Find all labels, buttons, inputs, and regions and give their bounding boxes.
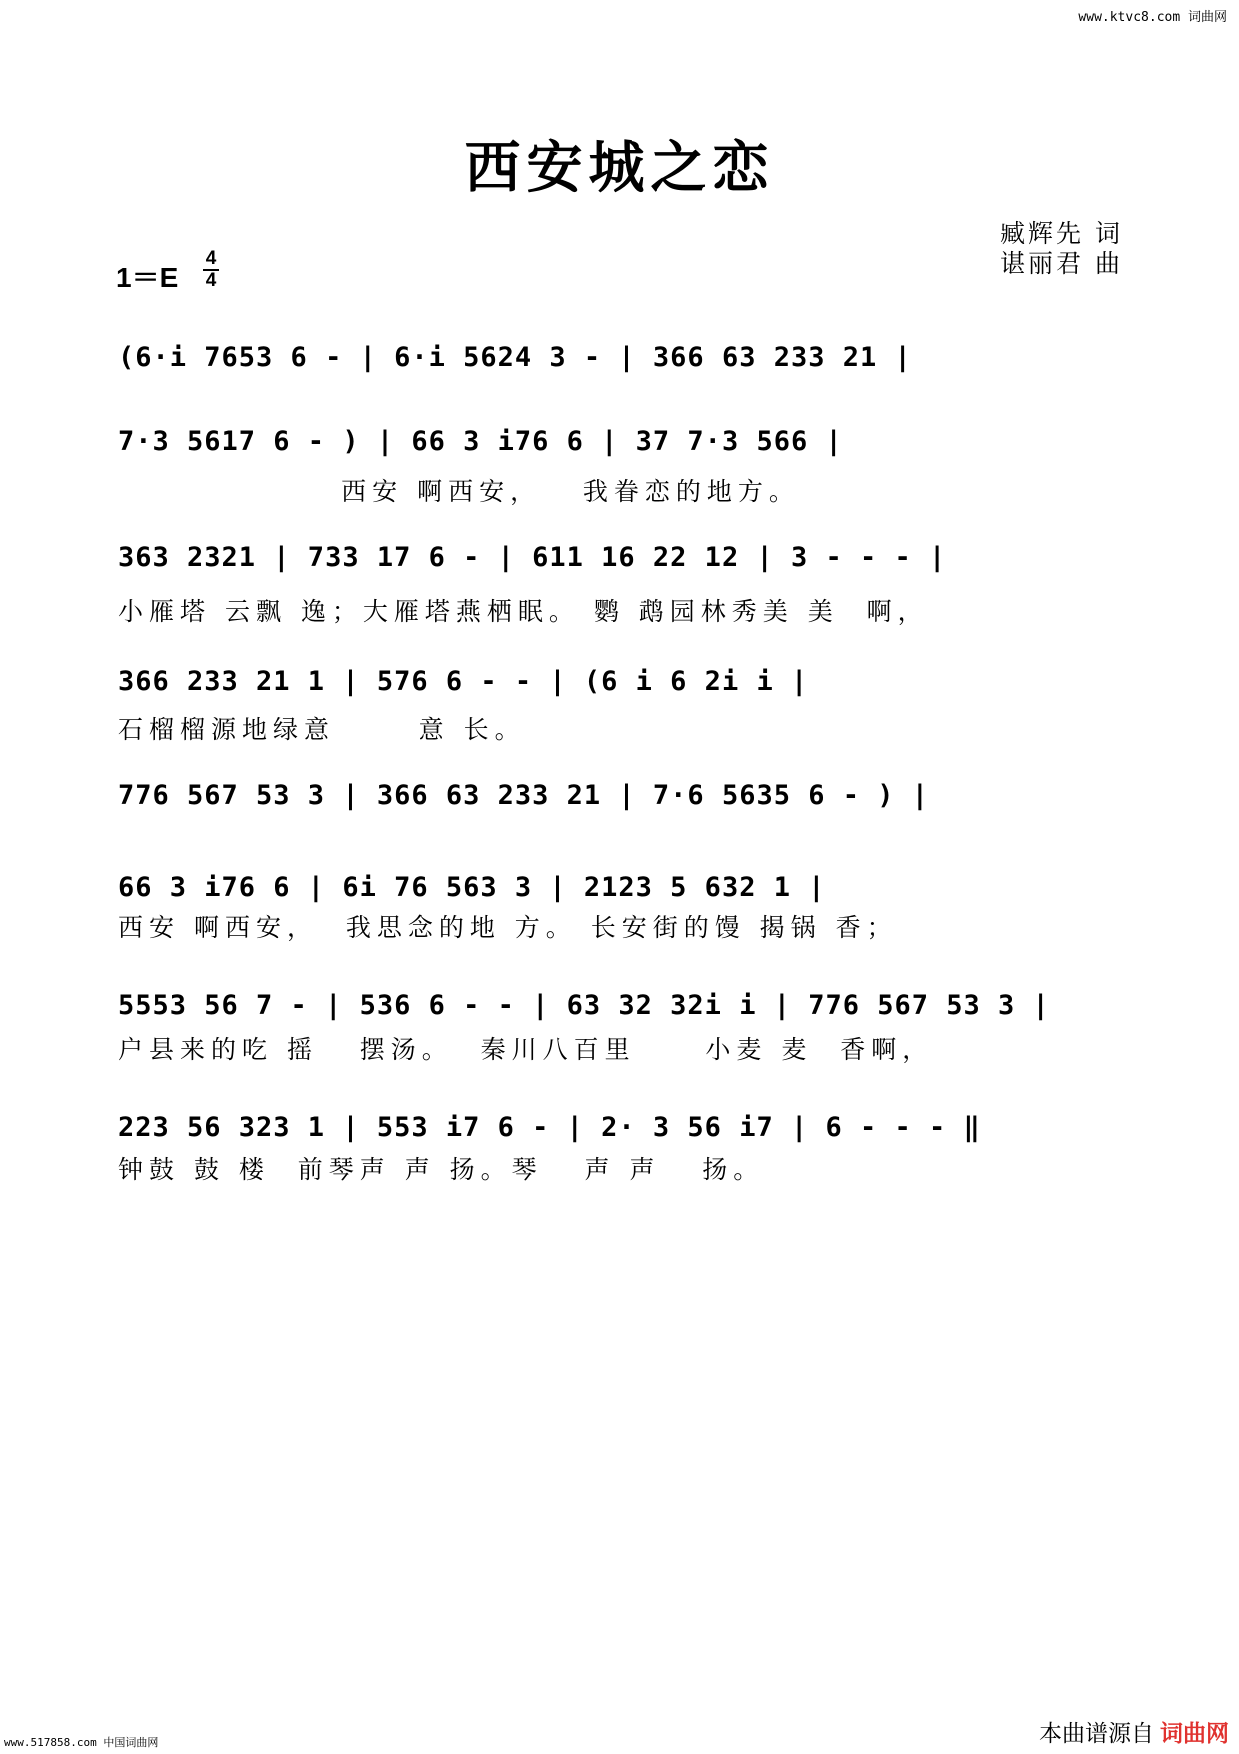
notation-line: 776 567 53 3 | 366 63 233 21 | 7·6 5635 6 - ) | bbox=[118, 780, 930, 811]
time-signature-denominator: 4 bbox=[205, 270, 217, 291]
notation-line: 366 233 21 1 | 576 6 - - | (6 i 6 2i i | bbox=[118, 666, 809, 697]
notation-line: (6·i 7653 6 - | 6·i 5624 3 - | 366 63 233 21 | bbox=[118, 342, 912, 373]
lyric-line: 西安 啊西安， 我思念的地 方。 长安街的馒 揭锅 香； bbox=[118, 913, 898, 942]
lyric-line: 西安 啊西安， 我眷恋的地方。 bbox=[118, 477, 800, 506]
notation-line: 7·3 5617 6 - ) | 66 3 i76 6 | 37 7·3 566 | bbox=[118, 426, 843, 457]
notation-line: 223 56 323 1 | 553 i7 6 - | 2· 3 56 i7 | 6 - - - ‖ bbox=[118, 1112, 981, 1143]
lyricist-credit: 臧辉先 词 bbox=[1000, 219, 1123, 248]
composer-credit: 谌丽君 曲 bbox=[1000, 249, 1123, 278]
footer-label: 本曲谱源自 bbox=[1039, 1721, 1154, 1747]
notation-line: 66 3 i76 6 | 6i 76 563 3 | 2123 5 632 1 | bbox=[118, 872, 826, 903]
lyric-line: 户县来的吃 摇 摆汤。 秦川八百里 小麦 麦 香啊， bbox=[118, 1035, 934, 1064]
lyric-line: 钟鼓 鼓 楼 前琴声 声 扬。琴 声 声 扬。 bbox=[118, 1155, 765, 1184]
lyric-line: 石榴榴源地绿意 意 长。 bbox=[118, 715, 526, 744]
key-signature: 1＝E bbox=[116, 262, 179, 293]
time-signature bbox=[203, 250, 219, 290]
time-signature-numerator: 4 bbox=[205, 248, 217, 269]
notation-line: 5553 56 7 - | 536 6 - - | 63 32 32i i | 776 567 53 3 | bbox=[118, 990, 1050, 1021]
notation-line: 363 2321 | 733 17 6 - | 611 16 22 12 | 3 - - - | bbox=[118, 542, 947, 573]
footer-source bbox=[1039, 1715, 1229, 1748]
footer-brand[interactable]: 词曲网 bbox=[1160, 1721, 1229, 1747]
site-watermark-top: www.ktvc8.com 词曲网 bbox=[1078, 10, 1227, 25]
site-watermark-bottom: www.517858.com 中国词曲网 bbox=[4, 1736, 159, 1749]
song-title: 西安城之恋 bbox=[464, 135, 775, 201]
lyric-line: 小雁塔 云飘 逸；大雁塔燕栖眠。 鹦 鹉园林秀美 美 啊， bbox=[118, 597, 929, 626]
